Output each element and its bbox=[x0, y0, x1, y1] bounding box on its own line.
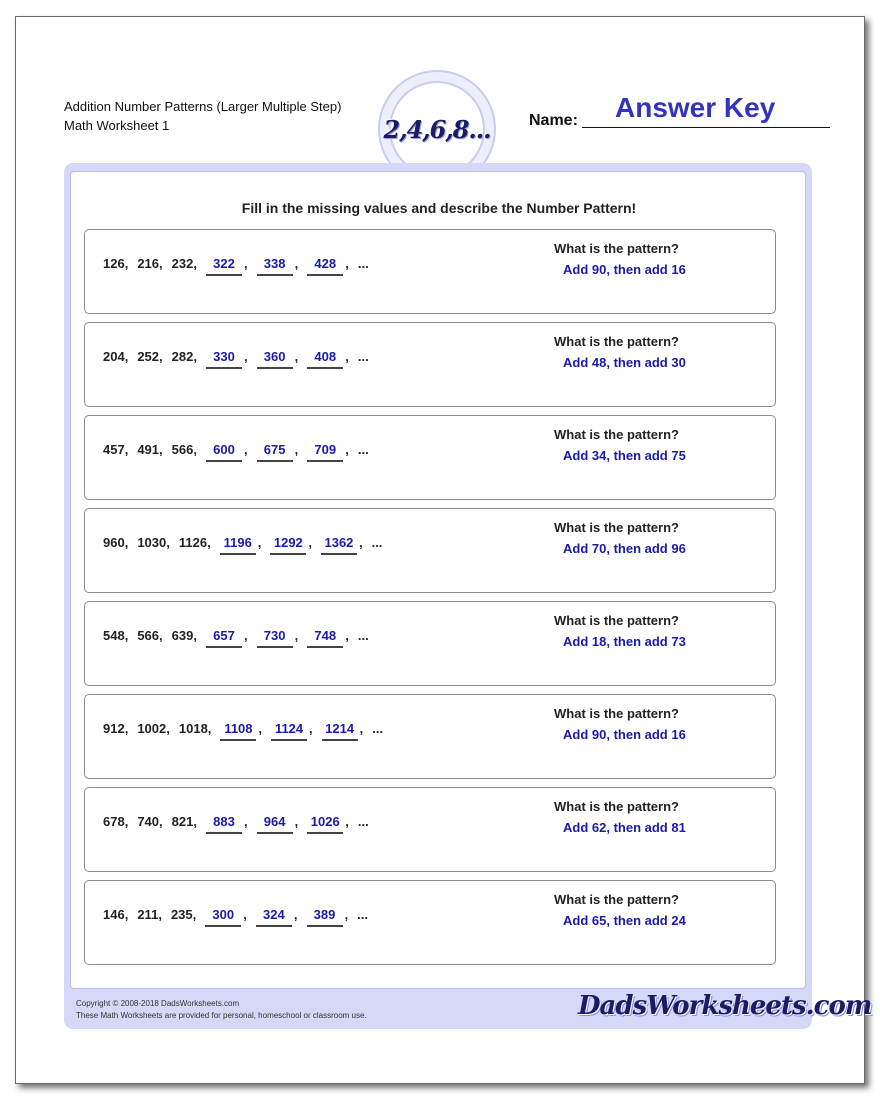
title-line-2: Math Worksheet 1 bbox=[64, 118, 170, 133]
comma-separator: , bbox=[193, 628, 197, 643]
pattern-answer: Add 65, then add 24 bbox=[563, 913, 686, 928]
given-number: 912 bbox=[103, 721, 125, 736]
comma-separator: , bbox=[358, 535, 363, 550]
comma-separator: , bbox=[207, 721, 212, 736]
pattern-answer: Add 62, then add 81 bbox=[563, 820, 686, 835]
answer-blank: 322 bbox=[206, 256, 242, 276]
comma-separator: , bbox=[124, 535, 129, 550]
name-label: Name: bbox=[529, 112, 578, 129]
comma-separator: , bbox=[193, 814, 197, 829]
given-number: 232 bbox=[171, 256, 194, 271]
given-number: 282 bbox=[171, 349, 194, 364]
pattern-answer: Add 70, then add 96 bbox=[563, 541, 686, 556]
copyright-text: Copyright © 2008-2018 DadsWorksheets.com bbox=[76, 999, 240, 1008]
problem-box bbox=[84, 322, 776, 407]
answer-blank: 1292 bbox=[270, 535, 306, 555]
number-sequence bbox=[103, 721, 383, 741]
comma-separator: , bbox=[166, 721, 170, 736]
answer-blank: 883 bbox=[206, 814, 242, 834]
given-number: 1126 bbox=[178, 535, 208, 550]
answer-blank: 330 bbox=[206, 349, 242, 369]
comma-separator: , bbox=[166, 535, 170, 550]
given-number: 566 bbox=[137, 628, 160, 643]
answer-blank: 408 bbox=[307, 349, 343, 369]
comma-separator: , bbox=[124, 442, 129, 457]
comma-separator: , bbox=[192, 907, 197, 922]
given-number: 252 bbox=[137, 349, 160, 364]
pattern-question: What is the pattern? bbox=[554, 427, 679, 442]
comma-separator: , bbox=[159, 442, 163, 457]
number-sequence bbox=[103, 442, 369, 462]
worksheet-title bbox=[64, 97, 341, 135]
comma-separator: , bbox=[193, 256, 197, 271]
name-line bbox=[582, 127, 830, 128]
problem-box bbox=[84, 787, 776, 872]
given-number: 211 bbox=[137, 907, 159, 922]
problem-box bbox=[84, 229, 776, 314]
pattern-question: What is the pattern? bbox=[554, 892, 679, 907]
comma-separator: , bbox=[207, 535, 211, 550]
ellipsis: ... bbox=[357, 442, 369, 457]
answer-blank: 1362 bbox=[321, 535, 357, 555]
number-sequence bbox=[103, 535, 382, 555]
comma-separator: , bbox=[309, 721, 313, 736]
comma-separator: , bbox=[294, 349, 299, 364]
pattern-answer: Add 18, then add 73 bbox=[563, 634, 686, 649]
comma-separator: , bbox=[257, 535, 262, 550]
usage-notice: These Math Worksheets are provided for personal, homeschool or classroom use. bbox=[76, 1011, 367, 1020]
answer-blank: 1214 bbox=[322, 721, 358, 741]
comma-separator: , bbox=[243, 256, 248, 271]
given-number: 1018 bbox=[178, 721, 208, 736]
answer-blank: 338 bbox=[257, 256, 293, 276]
comma-separator: , bbox=[308, 535, 312, 550]
comma-separator: , bbox=[258, 721, 263, 736]
comma-separator: , bbox=[243, 349, 248, 364]
pattern-question: What is the pattern? bbox=[554, 706, 679, 721]
comma-separator: , bbox=[124, 907, 129, 922]
number-sequence bbox=[103, 814, 369, 834]
ellipsis: ... bbox=[357, 907, 368, 922]
pattern-question: What is the pattern? bbox=[554, 241, 679, 256]
pattern-answer: Add 90, then add 16 bbox=[563, 727, 686, 742]
ellipsis: ... bbox=[357, 628, 369, 643]
number-sequence bbox=[103, 907, 368, 927]
answer-blank: 300 bbox=[205, 907, 241, 927]
comma-separator: , bbox=[294, 814, 299, 829]
answer-blank: 657 bbox=[206, 628, 242, 648]
comma-separator: , bbox=[243, 442, 248, 457]
given-number: 216 bbox=[137, 256, 160, 271]
dadsworksheets-logo: DadsWorksheets.com bbox=[578, 991, 872, 1021]
answer-blank: 748 bbox=[307, 628, 343, 648]
comma-separator: , bbox=[124, 628, 129, 643]
given-number: 960 bbox=[103, 535, 125, 550]
ellipsis: ... bbox=[357, 349, 369, 364]
badge-text: 2,4,6,8... bbox=[383, 114, 491, 144]
given-number: 821 bbox=[171, 814, 194, 829]
pattern-question: What is the pattern? bbox=[554, 520, 679, 535]
comma-separator: , bbox=[359, 721, 364, 736]
answer-blank: 324 bbox=[256, 907, 292, 927]
comma-separator: , bbox=[294, 628, 299, 643]
answer-blank: 1196 bbox=[220, 535, 256, 555]
problem-box bbox=[84, 601, 776, 686]
given-number: 1002 bbox=[137, 721, 167, 736]
answer-blank: 1026 bbox=[307, 814, 343, 834]
pattern-question: What is the pattern? bbox=[554, 799, 679, 814]
number-sequence bbox=[103, 256, 369, 276]
answer-blank: 428 bbox=[307, 256, 343, 276]
answer-blank: 1124 bbox=[271, 721, 307, 741]
given-number: 457 bbox=[103, 442, 125, 457]
given-number: 1030 bbox=[137, 535, 167, 550]
answer-key-label: Answer Key bbox=[615, 92, 776, 123]
instructions: Fill in the missing values and describe the Number Pattern! bbox=[241, 200, 637, 216]
comma-separator: , bbox=[193, 349, 197, 364]
given-number: 639 bbox=[171, 628, 194, 643]
answer-blank: 730 bbox=[257, 628, 293, 648]
given-number: 566 bbox=[171, 442, 194, 457]
pattern-answer: Add 34, then add 75 bbox=[563, 448, 686, 463]
title-line-1: Addition Number Patterns (Larger Multiple Step) bbox=[64, 99, 342, 114]
pattern-question: What is the pattern? bbox=[554, 334, 679, 349]
comma-separator: , bbox=[345, 814, 349, 829]
comma-separator: , bbox=[243, 628, 248, 643]
problem-box bbox=[84, 415, 776, 500]
comma-separator: , bbox=[345, 256, 349, 271]
pattern-answer: Add 48, then add 30 bbox=[563, 355, 686, 370]
answer-blank: 675 bbox=[257, 442, 293, 462]
comma-separator: , bbox=[124, 814, 129, 829]
ellipsis: ... bbox=[357, 814, 369, 829]
comma-separator: , bbox=[158, 907, 162, 922]
comma-separator: , bbox=[294, 256, 299, 271]
comma-separator: , bbox=[345, 349, 349, 364]
copyright-block bbox=[76, 998, 367, 1022]
pattern-answer: Add 90, then add 16 bbox=[563, 262, 686, 277]
comma-separator: , bbox=[159, 814, 163, 829]
given-number: 146 bbox=[103, 907, 125, 922]
pattern-question: What is the pattern? bbox=[554, 613, 679, 628]
given-number: 235 bbox=[170, 907, 193, 922]
number-sequence bbox=[103, 628, 369, 648]
given-number: 491 bbox=[137, 442, 160, 457]
answer-blank: 360 bbox=[257, 349, 293, 369]
number-sequence bbox=[103, 349, 369, 369]
answer-blank: 1108 bbox=[220, 721, 256, 741]
comma-separator: , bbox=[345, 442, 349, 457]
comma-separator: , bbox=[159, 628, 163, 643]
comma-separator: , bbox=[124, 256, 129, 271]
ellipsis: ... bbox=[357, 256, 369, 271]
problem-box bbox=[84, 880, 776, 965]
ellipsis: ... bbox=[371, 535, 383, 550]
comma-separator: , bbox=[344, 907, 349, 922]
comma-separator: , bbox=[159, 256, 163, 271]
problem-box bbox=[84, 508, 776, 593]
given-number: 740 bbox=[137, 814, 160, 829]
comma-separator: , bbox=[243, 907, 247, 922]
comma-separator: , bbox=[345, 628, 349, 643]
comma-separator: , bbox=[124, 721, 129, 736]
answer-blank: 600 bbox=[206, 442, 242, 462]
given-number: 678 bbox=[103, 814, 125, 829]
answer-blank: 964 bbox=[257, 814, 293, 834]
answer-blank: 709 bbox=[307, 442, 343, 462]
given-number: 126 bbox=[103, 256, 125, 271]
given-number: 548 bbox=[103, 628, 125, 643]
given-number: 204 bbox=[103, 349, 125, 364]
comma-separator: , bbox=[243, 814, 248, 829]
comma-separator: , bbox=[124, 349, 129, 364]
ellipsis: ... bbox=[372, 721, 384, 736]
comma-separator: , bbox=[193, 442, 197, 457]
answer-blank: 389 bbox=[307, 907, 343, 927]
comma-separator: , bbox=[293, 907, 298, 922]
problem-box bbox=[84, 694, 776, 779]
comma-separator: , bbox=[294, 442, 299, 457]
comma-separator: , bbox=[159, 349, 163, 364]
